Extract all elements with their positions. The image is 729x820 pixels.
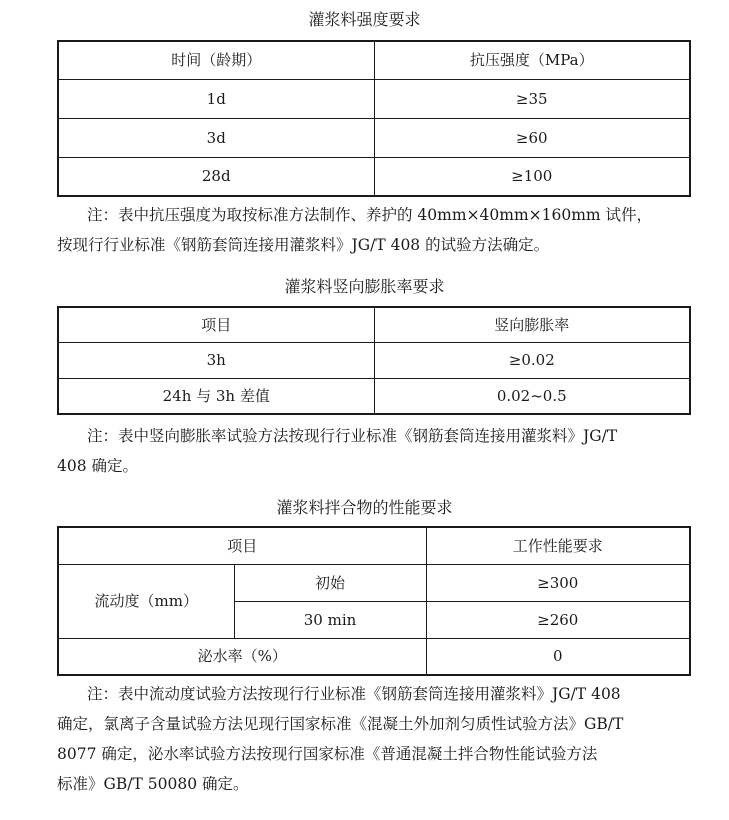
header-performance: 工作性能要求 <box>426 527 690 564</box>
header-strength: 抗压强度（MPa） <box>374 41 690 79</box>
cell-stage: 30 min <box>234 601 426 638</box>
header-item: 项目 <box>58 307 374 342</box>
cell-strength: ≥100 <box>374 157 690 196</box>
cell-value: ≥260 <box>426 601 690 638</box>
cell-item: 24h 与 3h 差值 <box>58 378 374 414</box>
cell-stage: 初始 <box>234 564 426 601</box>
note-line: 8077 确定，泌水率试验方法按现行国家标准《普通混凝土拌合物性能试验方法 <box>57 745 598 763</box>
cell-age: 28d <box>58 157 374 196</box>
cell-value: ≥300 <box>426 564 690 601</box>
cell-strength: ≥35 <box>374 79 690 118</box>
table2-note <box>57 421 697 481</box>
bleeding-label: 泌水率（%） <box>58 638 426 675</box>
note-line: 注：表中竖向膨胀率试验方法按现行行业标准《钢筋套筒连接用灌浆料》JG/T <box>87 427 618 445</box>
cell-age: 1d <box>58 79 374 118</box>
table2-title: 灌浆料竖向膨胀率要求 <box>284 277 445 296</box>
header-item: 项目 <box>58 527 426 564</box>
bleeding-value: 0 <box>426 638 690 675</box>
table1-title: 灌浆料强度要求 <box>308 10 421 29</box>
note-line: 标准》GB/T 50080 确定。 <box>57 775 249 793</box>
cell-value: ≥0.02 <box>374 342 690 378</box>
mixture-table <box>57 526 691 676</box>
cell-strength: ≥60 <box>374 118 690 157</box>
note-line: 确定，氯离子含量试验方法见现行国家标准《混凝土外加剂匀质性试验方法》GB/T <box>57 715 624 733</box>
fluidity-label: 流动度（mm） <box>58 564 234 638</box>
header-expansion: 竖向膨胀率 <box>374 307 690 342</box>
note-line: 408 确定。 <box>57 457 139 475</box>
strength-table <box>57 40 691 197</box>
cell-age: 3d <box>58 118 374 157</box>
table3-note <box>57 679 697 799</box>
note-line: 按现行行业标准《钢筋套筒连接用灌浆料》JG/T 408 的试验方法确定。 <box>57 236 550 254</box>
cell-value: 0.02~0.5 <box>374 378 690 414</box>
table1-note <box>57 200 697 260</box>
note-line: 注：表中抗压强度为取按标准方法制作、养护的 40mm×40mm×160mm 试件， <box>87 206 653 224</box>
cell-item: 3h <box>58 342 374 378</box>
table3-title: 灌浆料拌合物的性能要求 <box>276 498 453 517</box>
header-age: 时间（龄期） <box>58 41 374 79</box>
expansion-table <box>57 306 691 415</box>
note-line: 注：表中流动度试验方法按现行行业标准《钢筋套筒连接用灌浆料》JG/T 408 <box>87 685 621 703</box>
